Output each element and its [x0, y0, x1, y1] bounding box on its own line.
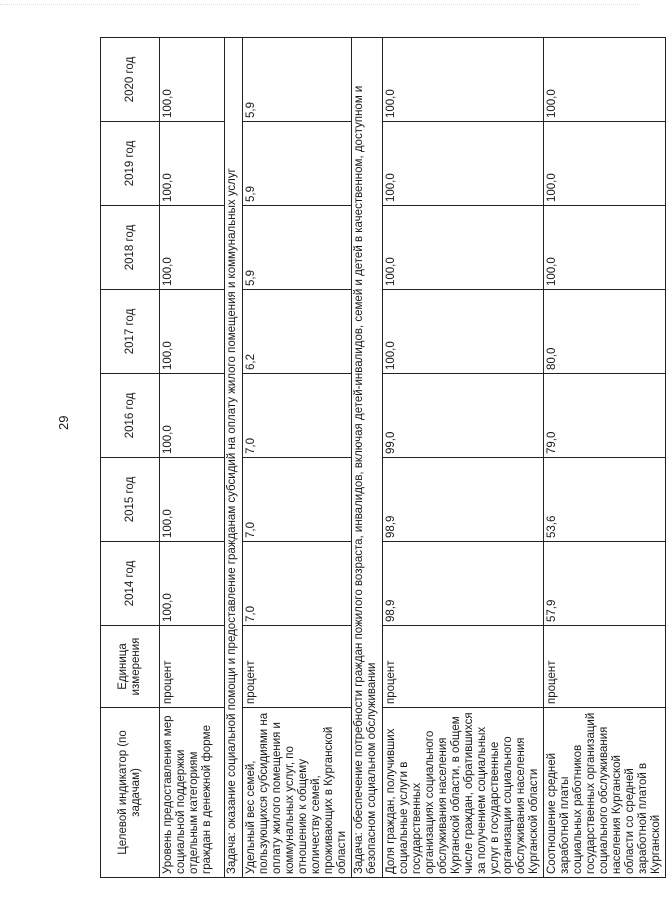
unit-cell: процент: [243, 626, 352, 708]
value-cell: 100,0: [160, 542, 225, 626]
value-cell: 57,9: [544, 542, 666, 626]
task-cell: Задача: обеспечение потребности граждан пожилого возраста, инвалидов, включая детей-инвалидов, семей и детей в качественном, доступном и безопасном социальном обслуживании: [352, 38, 383, 878]
page-number: 29: [56, 415, 71, 430]
header-year-2015: 2015 год: [101, 458, 160, 542]
value-cell: 79,0: [544, 374, 666, 458]
table-row: [160, 38, 225, 878]
value-cell: 100,0: [160, 290, 225, 374]
value-cell: 100,0: [544, 206, 666, 290]
header-year-2018: 2018 год: [101, 206, 160, 290]
header-indicator: Целевой индикатор (по задачам): [101, 708, 160, 878]
unit-cell: процент: [544, 626, 666, 708]
value-cell: 100,0: [544, 38, 666, 122]
value-cell: 100,0: [160, 38, 225, 122]
header-unit: Единица измерения: [101, 626, 160, 708]
task-row: [352, 38, 383, 878]
value-cell: 5,9: [243, 206, 352, 290]
value-cell: 5,9: [243, 122, 352, 206]
value-cell: 100,0: [544, 122, 666, 206]
value-cell: 7,0: [243, 374, 352, 458]
value-cell: 80,0: [544, 290, 666, 374]
value-cell: 98,9: [383, 542, 544, 626]
header-year-2019: 2019 год: [101, 122, 160, 206]
value-cell: 100,0: [160, 458, 225, 542]
indicator-table: [100, 37, 666, 878]
task-cell: Задача: оказание социальной помощи и предоставление гражданам субсидий на оплату жилого помещения и коммунальных услуг: [225, 38, 243, 878]
header-year-2017: 2017 год: [101, 290, 160, 374]
value-cell: 100,0: [160, 374, 225, 458]
value-cell: 99,0: [383, 374, 544, 458]
value-cell: 100,0: [383, 38, 544, 122]
value-cell: 100,0: [160, 206, 225, 290]
value-cell: 53,6: [544, 458, 666, 542]
value-cell: 98,9: [383, 458, 544, 542]
indicator-cell: Доля граждан, получивших социальные услуги в государственных организациях социального обслуживания населения Курганской области, в общем числе граждан, обратившихся за получением социальных услуг в государственные организации социального обслуживания населения Курганской области: [383, 708, 544, 878]
indicator-cell: Удельный вес семей, пользующихся субсидиями на оплату жилого помещения и коммунальных услуг, по отношению к общему количеству семей, проживающих в Курганской области: [243, 708, 352, 878]
table-row: [383, 38, 544, 878]
header-year-2014: 2014 год: [101, 542, 160, 626]
value-cell: 100,0: [160, 122, 225, 206]
unit-cell: процент: [383, 626, 544, 708]
indicator-cell: Соотношение средней заработной платы социальных работников государственных организаций социального обслуживания населения Курганской области со средней заработной платой в Курганской: [544, 708, 666, 878]
table-row: [544, 38, 666, 878]
task-row: [225, 38, 243, 878]
value-cell: 100,0: [383, 206, 544, 290]
unit-cell: процент: [160, 626, 225, 708]
header-row: [101, 38, 160, 878]
value-cell: 7,0: [243, 458, 352, 542]
header-year-2020: 2020 год: [101, 38, 160, 122]
table-row: [243, 38, 352, 878]
value-cell: 7,0: [243, 542, 352, 626]
value-cell: 100,0: [383, 122, 544, 206]
indicator-cell: Уровень предоставления мер социальной поддержки отдельным категориям граждан в денежной форме: [160, 708, 225, 878]
value-cell: 100,0: [383, 290, 544, 374]
rotated-table-frame: [100, 38, 662, 878]
header-year-2016: 2016 год: [101, 374, 160, 458]
value-cell: 6,2: [243, 290, 352, 374]
value-cell: 5,9: [243, 38, 352, 122]
scan-artifact-line: [0, 4, 640, 8]
